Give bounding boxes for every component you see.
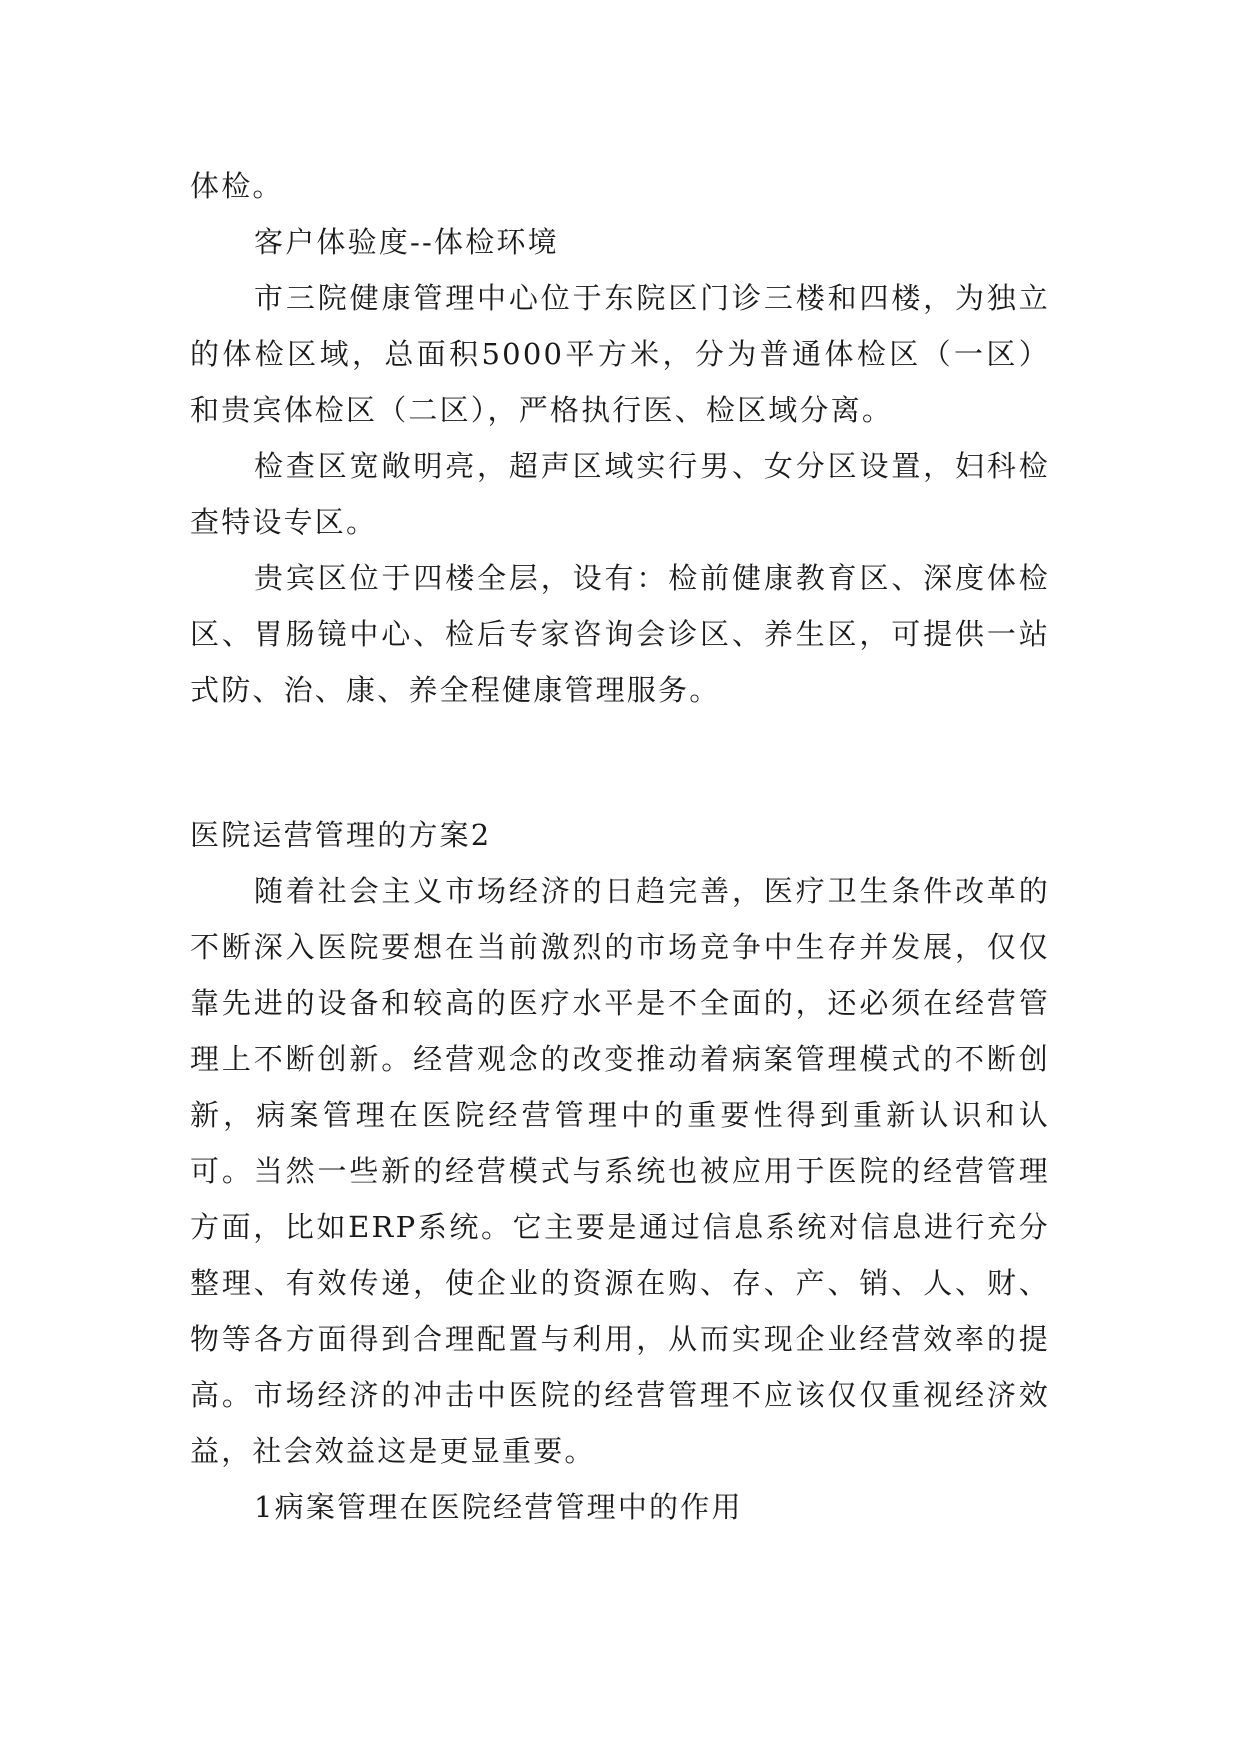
paragraph-subheading: 客户体验度--体检环境 [254,225,559,259]
section-heading: 医院运营管理的方案2 [190,818,492,852]
paragraph-subheading: 1病案管理在医院经营管理中的作用 [254,1490,743,1524]
paragraph: 市三院健康管理中心位于东院区门诊三楼和四楼，为独立的体检区域，总面积5000平方米，分为普通体检区（一区）和贵宾体检区（二区），严格执行医、检区域分离。 [190,281,1050,427]
document-body-part1 [190,158,1050,718]
paragraph-continuation: 体检。 [190,169,284,203]
paragraph: 随着社会主义市场经济的日趋完善，医疗卫生条件改革的不断深入医院要想在当前激烈的市场竞争中生存并发展，仅仅靠先进的设备和较高的医疗水平是不全面的，还必须在经营管理上不断创新。经营观念的改变推动着病案管理模式的不断创新，病案管理在医院经营管理中的重要性得到重新认识和认可。当然一些新的经营模式与系统也被应用于医院的经营管理方面，比如ERP系统。它主要是通过信息系统对信息进行充分整理、有效传递，使企业的资源在购、存、产、销、人、财、物等各方面得到合理配置与利用，从而实现企业经营效率的提高。市场经济的冲击中医院的经营管理不应该仅仅重视经济效益，社会效益这是更显重要。 [190,874,1050,1468]
document-body-part2 [190,807,1050,1535]
paragraph: 检查区宽敞明亮，超声区域实行男、女分区设置，妇科检查特设专区。 [190,449,1050,539]
paragraph: 贵宾区位于四楼全层，设有：检前健康教育区、深度体检区、胃肠镜中心、检后专家咨询会诊区、养生区，可提供一站式防、治、康、养全程健康管理服务。 [190,561,1050,707]
